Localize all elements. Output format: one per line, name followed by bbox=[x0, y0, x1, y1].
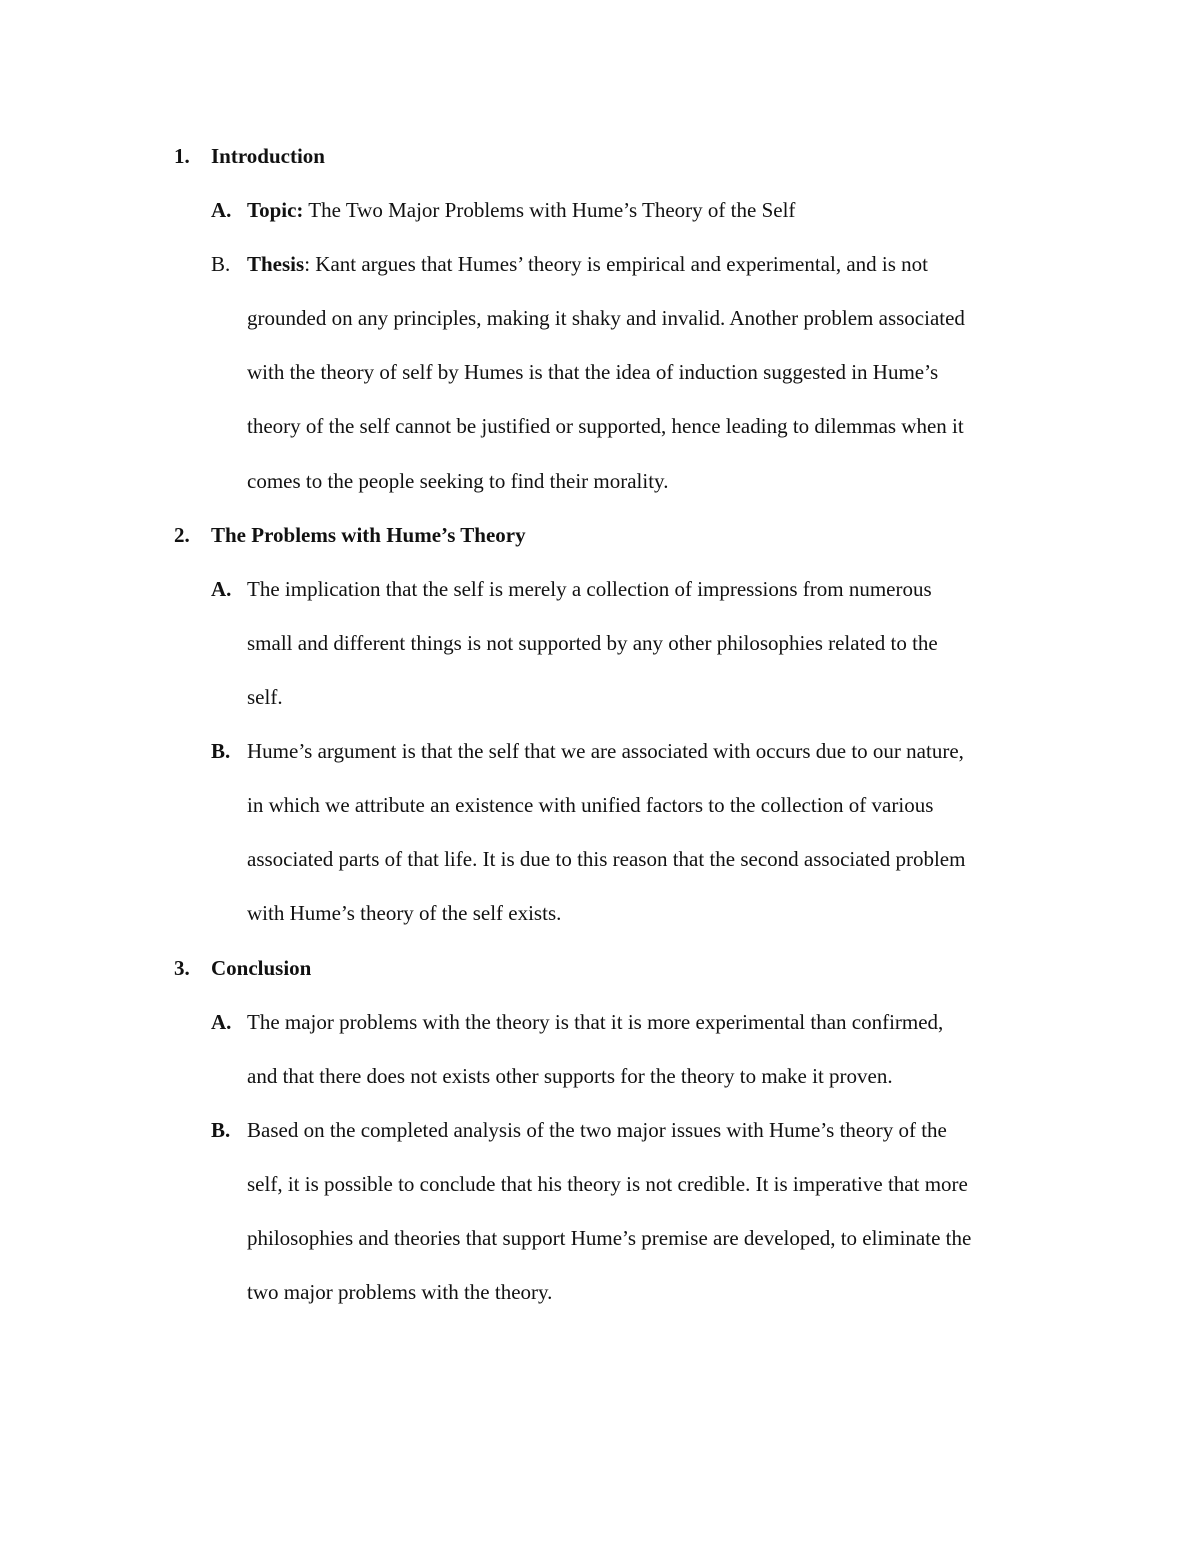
section-3-item-b-line-2: self, it is possible to conclude that his theory is not credible. It is imperative that more bbox=[247, 1172, 968, 1196]
section-2-item-b-line-1: Hume’s argument is that the self that we are associated with occurs due to our nature, bbox=[247, 739, 964, 763]
section-2-item-b-line-2: in which we attribute an existence with unified factors to the collection of various bbox=[247, 793, 934, 817]
section-2-item-b-letter: B. bbox=[211, 739, 231, 763]
section-3-title: Conclusion bbox=[211, 956, 312, 980]
section-2-item-b-line-4: with Hume’s theory of the self exists. bbox=[247, 901, 562, 925]
section-1-item-a-letter: A. bbox=[211, 198, 232, 222]
thesis-label: Thesis bbox=[247, 252, 305, 276]
section-1-item-b-line-1 bbox=[247, 249, 928, 279]
section-3-item-b-line-1: Based on the completed analysis of the two major issues with Hume’s theory of the bbox=[247, 1118, 947, 1142]
section-3-item-b-line-4: two major problems with the theory. bbox=[247, 1280, 553, 1304]
section-3-number: 3. bbox=[174, 956, 190, 980]
section-1-number: 1. bbox=[174, 144, 190, 168]
section-2-number: 2. bbox=[174, 523, 190, 547]
section-1-item-b-line-3: with the theory of self by Humes is that the idea of induction suggested in Hume’s bbox=[247, 360, 939, 384]
section-3-item-a-line-2: and that there does not exists other supports for the theory to make it proven. bbox=[247, 1064, 893, 1088]
section-3-item-a-line-1: The major problems with the theory is that it is more experimental than confirmed, bbox=[247, 1010, 944, 1034]
section-2-item-a-letter: A. bbox=[211, 577, 232, 601]
section-2-item-a-line-1: The implication that the self is merely a collection of impressions from numerous bbox=[247, 577, 932, 601]
section-1-item-b-line-2: grounded on any principles, making it shaky and invalid. Another problem associated bbox=[247, 306, 965, 330]
thesis-text: : Kant argues that Humes’ theory is empirical and experimental, and is not bbox=[304, 252, 928, 276]
section-2-item-a-line-2: small and different things is not supported by any other philosophies related to the bbox=[247, 631, 938, 655]
section-2-item-b-line-3: associated parts of that life. It is due to this reason that the second associated problem bbox=[247, 847, 966, 871]
section-2-item-a-line-3: self. bbox=[247, 685, 283, 709]
section-3-item-b-line-3: philosophies and theories that support Hume’s premise are developed, to eliminate the bbox=[247, 1226, 972, 1250]
topic-label: Topic: bbox=[247, 198, 304, 222]
section-1-item-a-line-1 bbox=[247, 195, 795, 225]
section-1-title: Introduction bbox=[211, 144, 325, 168]
topic-text: The Two Major Problems with Hume’s Theory of the Self bbox=[308, 198, 796, 222]
section-1-item-b-line-5: comes to the people seeking to find their morality. bbox=[247, 469, 669, 493]
section-1-item-b-letter: B. bbox=[211, 252, 231, 276]
section-1-item-b-line-4: theory of the self cannot be justified or supported, hence leading to dilemmas when it bbox=[247, 414, 964, 438]
section-3-item-a-letter: A. bbox=[211, 1010, 232, 1034]
section-2-title: The Problems with Hume’s Theory bbox=[211, 523, 526, 547]
section-3-item-b-letter: B. bbox=[211, 1118, 231, 1142]
